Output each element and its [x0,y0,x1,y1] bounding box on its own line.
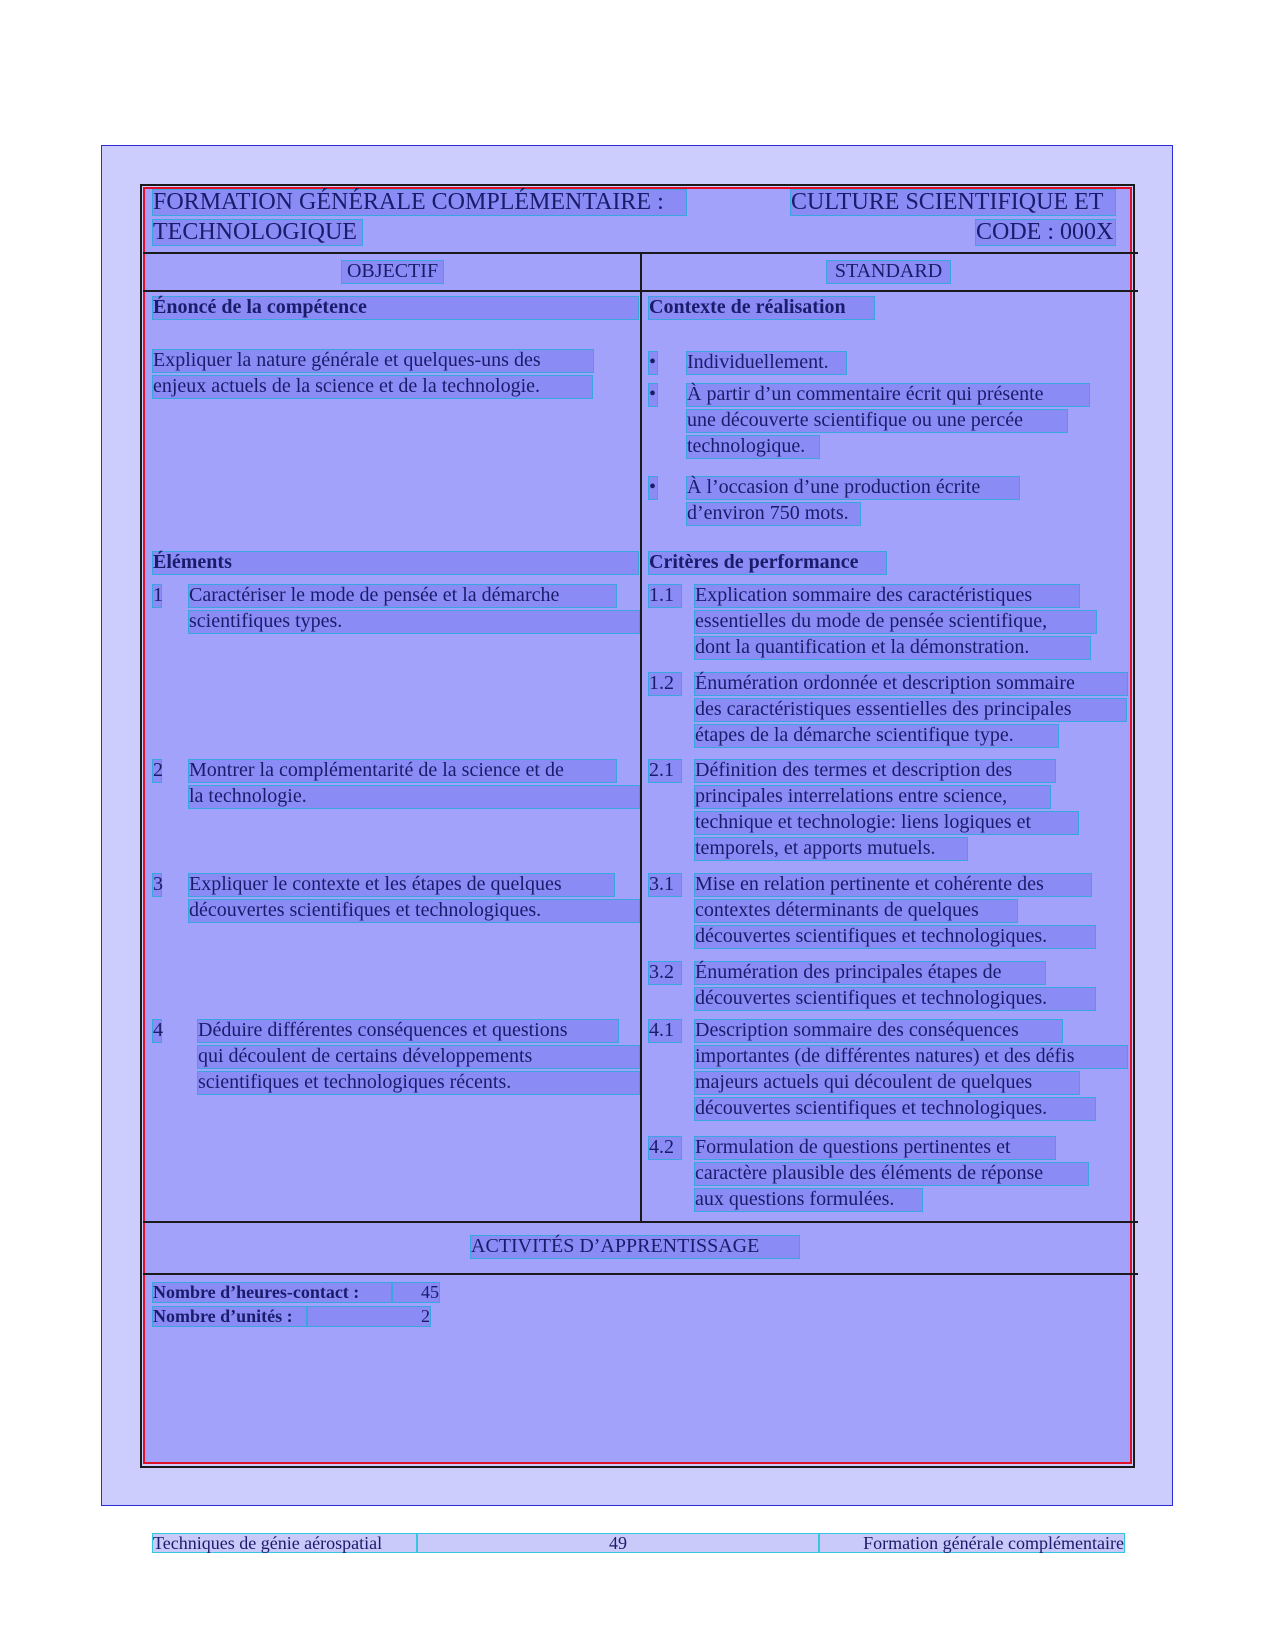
element-line: scientifiques types. [188,610,640,634]
element-number: 4 [153,1019,163,1041]
element-number: 3 [153,873,163,895]
title-line2-left: TECHNOLOGIQUE [152,219,363,246]
contexte-item-line: une découverte scientifique ou une percée [686,409,1068,433]
critere-line: Formulation de questions pertinentes et [694,1136,1056,1160]
unites-label: Nombre d’unités : [152,1306,307,1327]
contexte-item-line: Individuellement. [686,351,847,375]
course-code: CODE : 000X [975,219,1116,246]
critere-line: Énumération ordonnée et description sommaire [694,672,1128,696]
critere-line: dont la quantification et la démonstration. [694,636,1091,660]
critere-line: importantes (de différentes natures) et des défis [694,1045,1128,1069]
critere-line: technique et technologie: liens logiques et [694,811,1079,835]
critere-line: majeurs actuels qui découlent de quelques [694,1071,1080,1095]
element-line: la technologie. [188,785,640,809]
critere-line: aux questions formulées. [694,1188,923,1212]
title-line1-right: CULTURE SCIENTIFIQUE ET [790,189,1116,216]
competence-text-line: enjeux actuels de la science et de la technologie. [152,375,593,399]
critere-line: essentielles du mode de pensée scientifique, [694,610,1097,634]
element-line: Déduire différentes conséquences et questions [197,1019,619,1043]
contexte-item-line: d’environ 750 mots. [686,502,861,526]
critere-line: temporels, et apports mutuels. [694,837,968,861]
footer-right: Formation générale complémentaire [819,1533,1125,1553]
critere-line: Mise en relation pertinente et cohérente des [694,873,1092,897]
critere-line: découvertes scientifiques et technologiques. [694,987,1096,1011]
critere-number: 1.1 [648,584,682,608]
critere-line: des caractéristiques essentielles des principales [694,698,1127,722]
critere-line: étapes de la démarche scientifique type. [694,724,1059,748]
element-number: 2 [153,759,163,781]
contexte-item-line: technologique. [686,435,820,459]
column-head-standard: STANDARD [826,260,951,284]
critere-line: caractère plausible des éléments de réponse [694,1162,1089,1186]
bullet-icon: • [649,351,657,373]
element-line: Expliquer le contexte et les étapes de quelques [188,873,615,897]
critere-line: Description sommaire des conséquences [694,1019,1063,1043]
bullet-icon: • [649,383,657,405]
heures-contact-label: Nombre d’heures-contact : [152,1282,392,1303]
critere-line: Explication sommaire des caractéristiques [694,584,1080,608]
element-line: Caractériser le mode de pensée et la démarche [188,584,617,608]
element-line: qui découlent de certains développements [197,1045,640,1069]
competence-heading: Énoncé de la compétence [152,296,639,320]
activites-heading: ACTIVITÉS D’APPRENTISSAGE [470,1235,800,1259]
critere-number: 3.2 [648,961,682,985]
column-head-objectif: OBJECTIF [341,260,444,284]
competence-text-line: Expliquer la nature générale et quelques-uns des [152,349,594,373]
bullet-icon: • [649,476,657,498]
contexte-item-line: À partir d’un commentaire écrit qui présente [686,383,1090,407]
critere-number: 3.1 [648,873,682,897]
critere-number: 4.1 [648,1019,682,1043]
critere-line: principales interrelations entre science, [694,785,1051,809]
critere-line: Définition des termes et description des [694,759,1056,783]
elements-heading: Éléments [152,551,639,575]
unites-value: 2 [307,1306,431,1327]
footer-left: Techniques de génie aérospatial [152,1533,417,1553]
column-divider [640,252,642,1221]
critere-line: contextes déterminants de quelques [694,899,1018,923]
critere-line: Énumération des principales étapes de [694,961,1046,985]
critere-number: 2.1 [648,759,682,783]
criteres-heading: Critères de performance [648,551,887,575]
critere-number: 4.2 [648,1136,682,1160]
critere-line: découvertes scientifiques et technologiques. [694,1097,1096,1121]
divider [143,1273,1138,1275]
element-number: 1 [153,584,163,606]
element-line: découvertes scientifiques et technologiques. [188,899,640,923]
element-line: scientifiques et technologiques récents. [197,1071,640,1095]
contexte-item-line: À l’occasion d’une production écrite [686,476,1020,500]
element-line: Montrer la complémentarité de la science et de [188,759,617,783]
title-line1-left: FORMATION GÉNÉRALE COMPLÉMENTAIRE : [152,189,687,216]
footer-page-number: 49 [417,1533,819,1553]
critere-number: 1.2 [648,672,682,696]
contexte-heading: Contexte de réalisation [648,296,875,320]
divider [143,1221,1138,1223]
critere-line: découvertes scientifiques et technologiques. [694,925,1096,949]
heures-contact-value: 45 [392,1282,440,1303]
